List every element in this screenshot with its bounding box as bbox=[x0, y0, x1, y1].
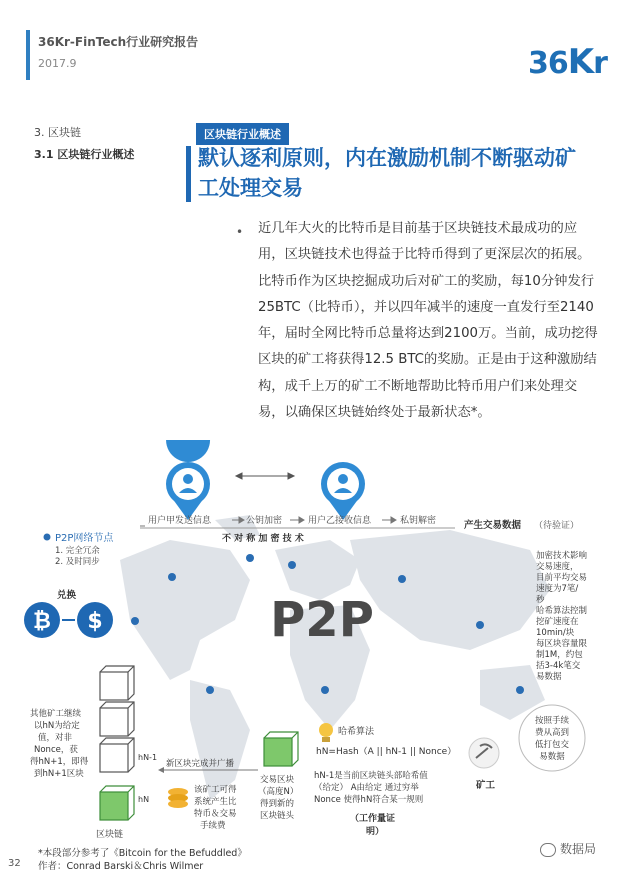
headline: 默认逐利原则，内在激励机制不断驱动矿工处理交易 bbox=[198, 146, 576, 200]
flow-step-2: 公钥加密 bbox=[246, 516, 283, 526]
svg-text:加密技术影响: 加密技术影响 bbox=[536, 551, 588, 561]
section-tag: 区块链行业概述 bbox=[196, 123, 289, 145]
header-accent-bar bbox=[26, 30, 30, 80]
legend-dot bbox=[44, 534, 51, 541]
user-a-icon bbox=[166, 440, 210, 520]
subsection-label: 3.1 区块链行业概述 bbox=[34, 148, 135, 161]
miner-label: 矿工 bbox=[476, 780, 496, 791]
svg-text:挖矿速度在: 挖矿速度在 bbox=[536, 617, 579, 627]
svg-text:10min/块: 10min/块 bbox=[536, 628, 575, 638]
trade-block-note bbox=[258, 774, 298, 821]
produce-data-note: （待验证） bbox=[534, 521, 580, 531]
svg-text:易数据: 易数据 bbox=[539, 752, 565, 762]
trade-block-cube bbox=[264, 732, 298, 766]
p2p-legend-item-2: 2. 及时同步 bbox=[55, 557, 100, 567]
flow-step-3: 用户乙接收信息 bbox=[308, 516, 372, 526]
svg-text:Nonce，获: Nonce，获 bbox=[34, 745, 78, 755]
svg-text:区块链头: 区块链头 bbox=[260, 811, 295, 821]
bullet-dot: • bbox=[236, 225, 244, 239]
svg-text:得hN+1，即得: 得hN+1，即得 bbox=[30, 757, 89, 767]
svg-text:括3-4k笔交: 括3-4k笔交 bbox=[536, 661, 581, 671]
footnote-line-2: 作者：Conrad Barski＆Chris Wilmer bbox=[38, 861, 204, 872]
svg-text:其他矿工继续: 其他矿工继续 bbox=[30, 709, 82, 719]
wechat-watermark bbox=[540, 840, 596, 857]
report-date: 2017.9 bbox=[38, 57, 77, 70]
dollar-symbol: $ bbox=[87, 609, 103, 634]
svg-text:每区块容量限: 每区块容量限 bbox=[536, 639, 588, 649]
svg-text:hN-1是当前区块链头部哈希值: hN-1是当前区块链头部哈希值 bbox=[314, 771, 428, 781]
logo-36kr: 36Kr bbox=[528, 42, 607, 82]
svg-text:（工作量证: （工作量证 bbox=[350, 814, 396, 824]
body-paragraph: 近几年大火的比特币是目前基于区块链技术最成功的应用，区块链技术也得益于比特币得到了更深层次的拓展。比特币作为区块挖掘成功后对矿工的奖励，每10分钟发行25BTC（比特币），并以四年减半的速度一直发行至2140年，届时全网比特币总量将达到2100万。当前，成功挖得区块的矿工将获得12.5 BTC的奖励。正是由于这种激励结构，成千上万的矿工不断地帮助比特币用户们来处理交易，以确保区块链始终处于最新状态*。 bbox=[258, 221, 598, 421]
report-title: 36Kr-FinTech行业研究报告 bbox=[38, 35, 199, 49]
hash-notes bbox=[314, 770, 428, 805]
exchange-label: 兑换 bbox=[57, 590, 77, 601]
bitcoin-symbol: ₿ bbox=[33, 609, 51, 634]
svg-text:（高度N）: （高度N） bbox=[258, 787, 299, 797]
p2p-legend-item-1: 1. 完全冗余 bbox=[55, 546, 100, 556]
svg-text:秒: 秒 bbox=[536, 595, 545, 605]
p2p-legend-title: P2P网络节点 bbox=[55, 533, 114, 544]
footnote bbox=[10, 847, 370, 873]
svg-text:明）: 明） bbox=[366, 827, 385, 837]
bidirectional-arrow-icon bbox=[236, 473, 294, 479]
h-n-label: hN bbox=[138, 795, 150, 804]
svg-text:目前平均交易: 目前平均交易 bbox=[536, 573, 588, 583]
svg-text:制1M，约包: 制1M，约包 bbox=[536, 650, 583, 660]
svg-text:（给定） A由给定 通过穷举: （给定） A由给定 通过穷举 bbox=[314, 783, 419, 793]
svg-text:易数据: 易数据 bbox=[536, 672, 562, 682]
headline-accent-bar bbox=[186, 146, 191, 202]
svg-text:该矿工可得: 该矿工可得 bbox=[194, 785, 237, 795]
watermark-text: 数据局 bbox=[560, 842, 597, 856]
section-label: 3. 区块链 bbox=[34, 126, 81, 139]
reward-note bbox=[194, 784, 237, 831]
svg-text:特币＆交易: 特币＆交易 bbox=[194, 809, 237, 819]
left-note bbox=[30, 708, 89, 779]
flow-step-4: 私钥解密 bbox=[400, 516, 437, 526]
svg-text:低打包交: 低打包交 bbox=[534, 740, 570, 750]
chain-label: 区块链 bbox=[96, 830, 124, 840]
svg-text:Nonce 使得hN符合某一规则: Nonce 使得hN符合某一规则 bbox=[314, 795, 424, 805]
miner-icon bbox=[469, 738, 499, 768]
svg-text:交易区块: 交易区块 bbox=[260, 775, 295, 785]
user-b-icon bbox=[321, 462, 365, 520]
wechat-icon bbox=[540, 843, 556, 857]
svg-text:系统产生比: 系统产生比 bbox=[194, 797, 237, 807]
new-block-label: 新区块完成并广播 bbox=[166, 759, 235, 769]
lightbulb-icon bbox=[319, 723, 333, 742]
flow-step-1: 用户甲发送信息 bbox=[148, 516, 212, 526]
right-note bbox=[536, 550, 588, 682]
svg-text:按照手续: 按照手续 bbox=[534, 716, 570, 726]
page-number: 32 bbox=[8, 858, 21, 869]
svg-text:哈希算法控制: 哈希算法控制 bbox=[536, 606, 588, 616]
svg-text:交易速度，: 交易速度， bbox=[536, 562, 579, 572]
svg-text:得到新的: 得到新的 bbox=[260, 799, 295, 809]
asymmetric-encryption-label: 不 对 称 加 密 技 术 bbox=[222, 534, 304, 544]
svg-text:速度为7笔/: 速度为7笔/ bbox=[536, 584, 579, 594]
svg-text:值，对非: 值，对非 bbox=[38, 733, 73, 743]
svg-text:手续费: 手续费 bbox=[200, 821, 226, 831]
coin-stack-icon bbox=[168, 788, 188, 808]
p2p-center-label: P2P bbox=[270, 592, 374, 648]
hash-algo-label: 哈希算法 bbox=[338, 727, 375, 737]
h-n1-label: hN-1 bbox=[138, 753, 158, 762]
chain-cubes bbox=[100, 666, 134, 772]
hash-formula: hN=Hash（A || hN-1 || Nonce） bbox=[316, 747, 457, 757]
svg-text:到hN+1区块: 到hN+1区块 bbox=[34, 769, 84, 779]
footnote-line-1: *本段部分参考了《Bitcoin for the Befuddled》 bbox=[38, 848, 247, 859]
produce-data-label: 产生交易数据 bbox=[464, 520, 522, 531]
svg-text:费从高到: 费从高到 bbox=[534, 728, 570, 738]
broadcast-arrow-icon bbox=[158, 767, 164, 773]
svg-text:以hN为给定: 以hN为给定 bbox=[34, 721, 80, 731]
new-block-cube bbox=[100, 786, 134, 820]
blockchain-diagram bbox=[0, 440, 620, 840]
pow-label bbox=[350, 812, 395, 837]
